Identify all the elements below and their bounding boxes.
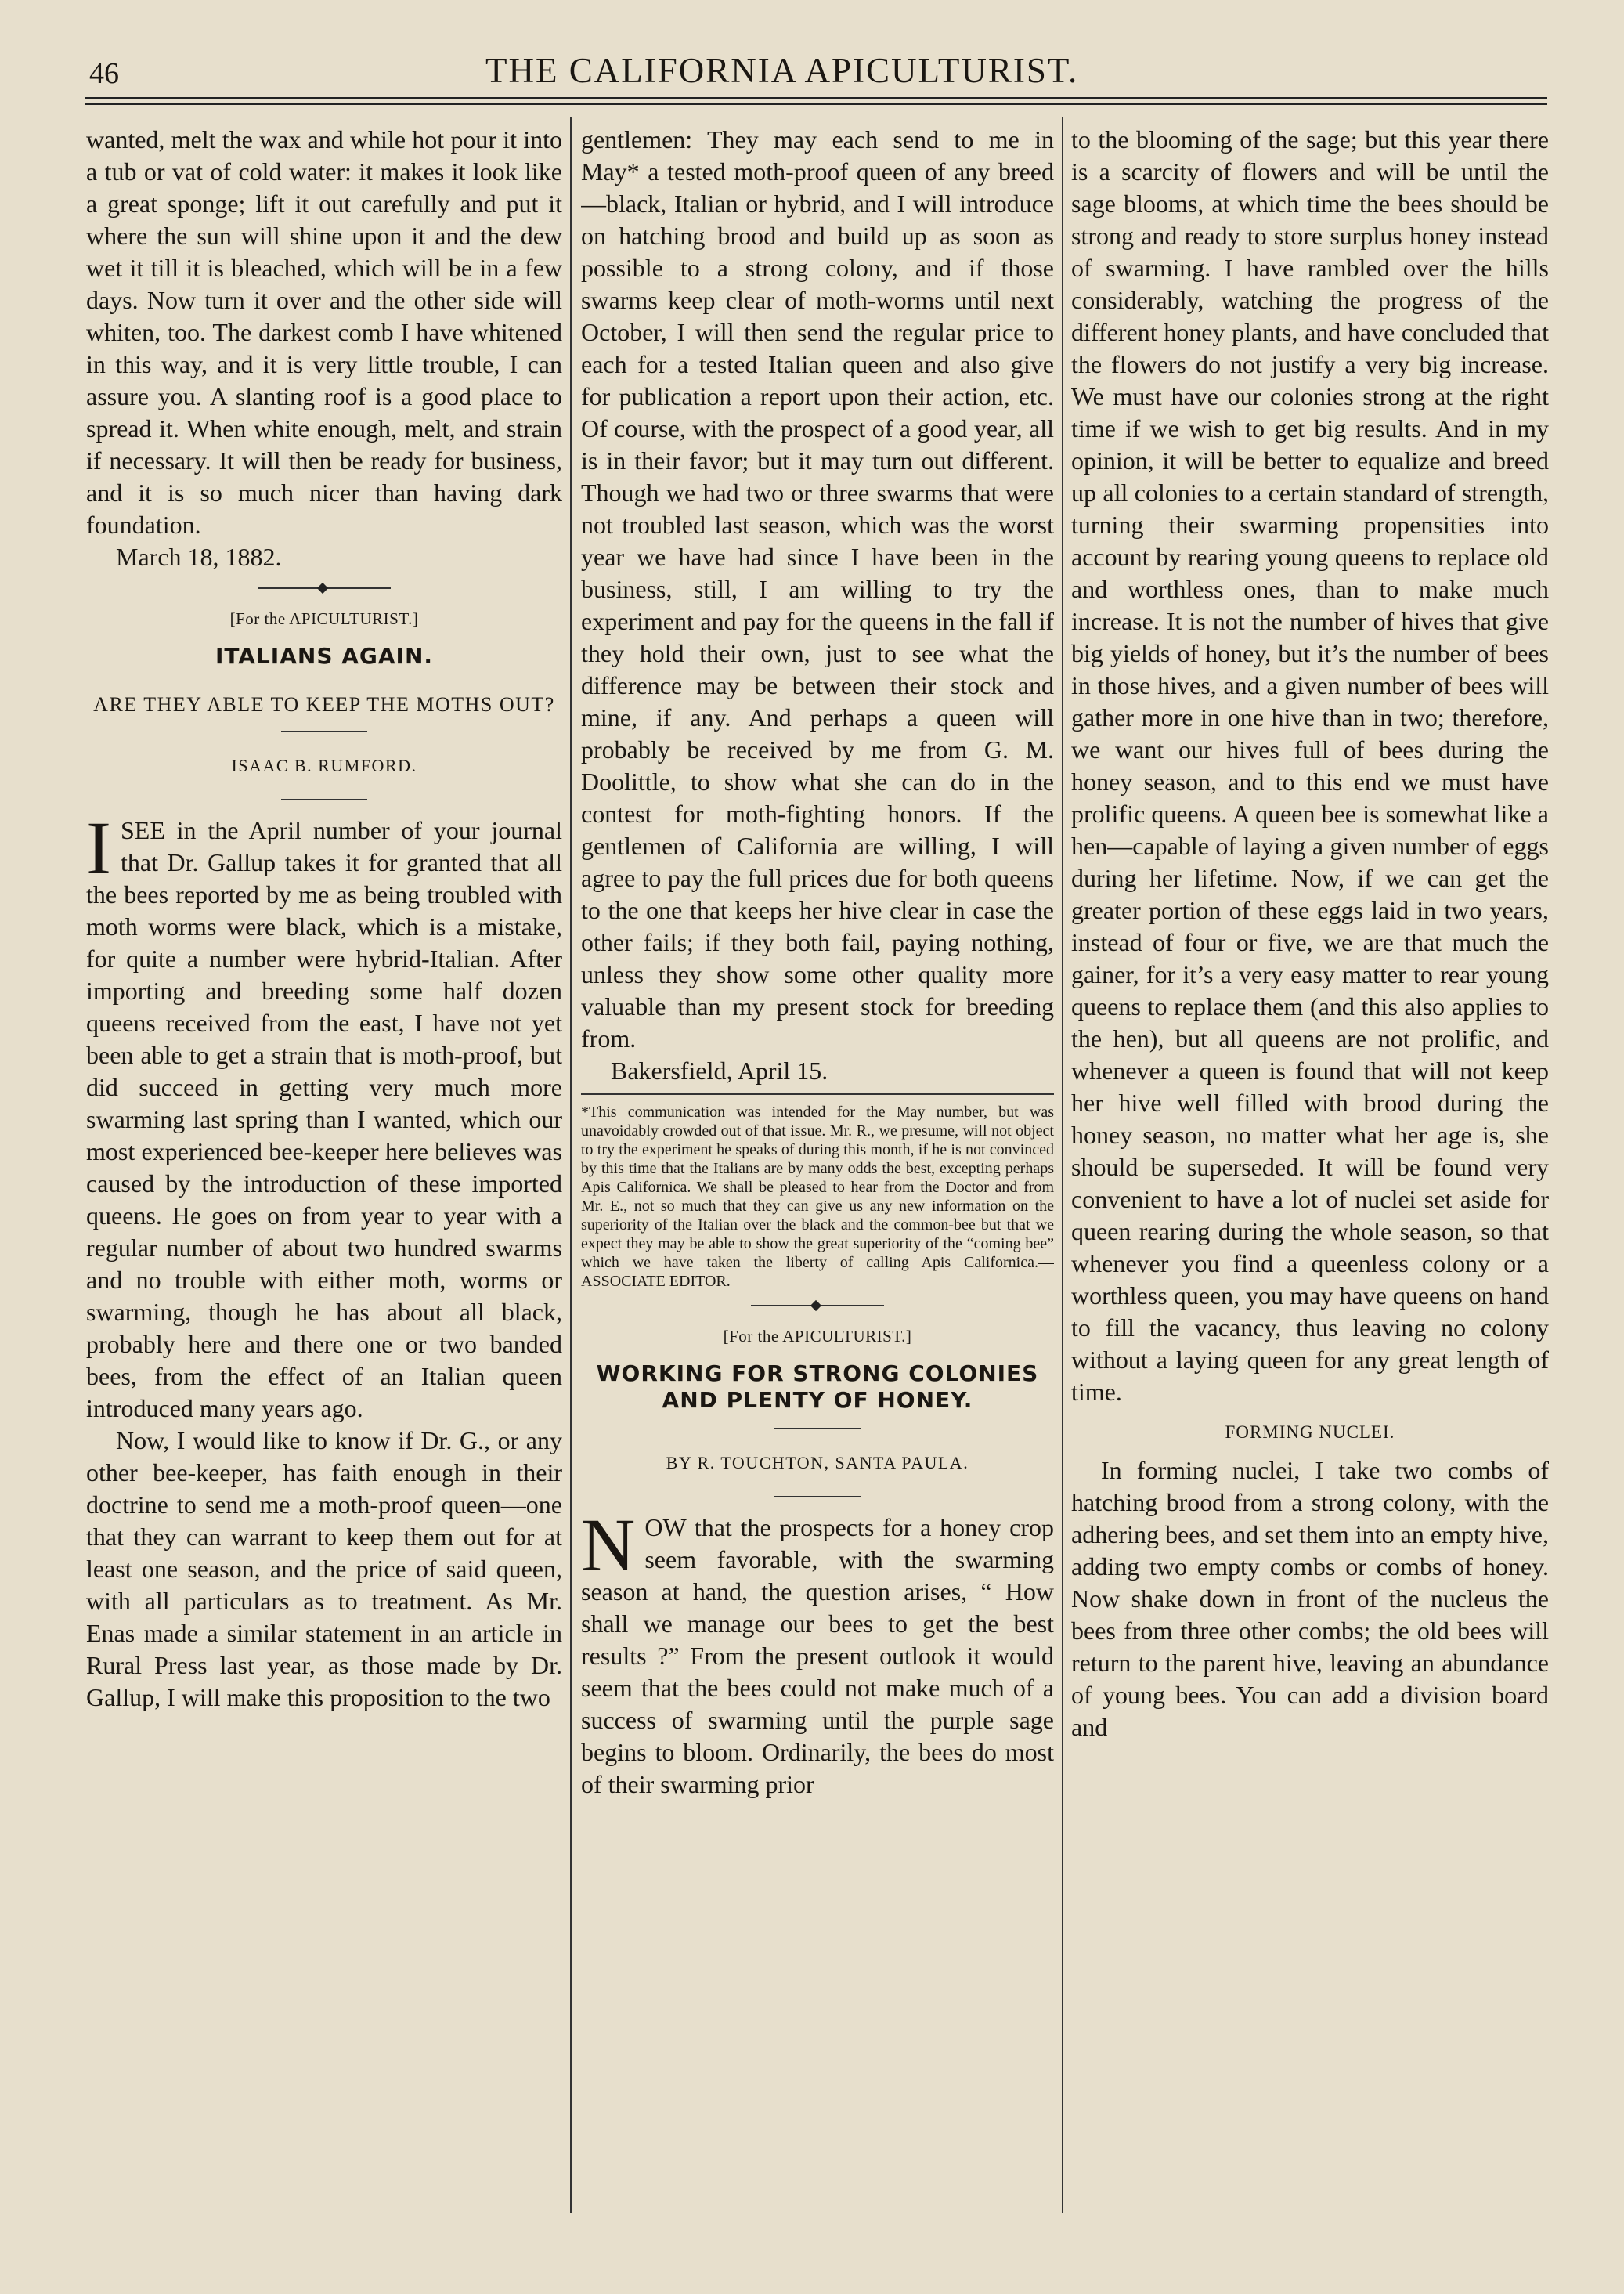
credit-line: [For the APICULTURIST.] [723, 1327, 912, 1346]
paragraph-text: OW that the prospects for a honey crop seem favorable, with the swarming season at hand, the question arises, “ How shall we manage our bees to get the best results ?” From the present outlook it would seem that the bees could not make much of a success of swarming until the purple sage begins to bloom. Ordinarily, the bees do most of their swarming prior [581, 1513, 1054, 1798]
paragraph: Now, I would like to know if Dr. G., or any other bee-keeper, has faith enough in their doctrine to send me a moth-proof queen—one that they can warrant to keep them out for at least one season, and the price of said queen, with all particulars as to treatment. As Mr. Enas made a similar statement in an article in Rural Press last year, as those made by Dr. Gallup, I will make this proposition to the two [86, 1426, 562, 1711]
page-number: 46 [89, 57, 119, 90]
byline: ISAAC B. RUMFORD. [231, 756, 417, 775]
drop-cap: N [581, 1503, 636, 1587]
paragraph: In forming nuclei, I take two combs of hatching brood from a strong colony, with the adhering bees, and set them into an empty hive, adding two empty combs or combs of honey. Now shake down in front of the nucleus the bees from three other combs; the old bees will return to the parent hive, leaving an abundance of young bees. You can add a division board and [1071, 1456, 1549, 1741]
divider [774, 1496, 861, 1497]
article-subtitle: ARE THEY ABLE TO KEEP THE MOTHS OUT? [93, 693, 555, 716]
paragraph-text: SEE in the April number of your journal that Dr. Gallup takes it for granted that all the bees reported by me as being troubled with moth worms were black, which is a mistake, for quite a number were hybrid-Italian. After importing and breeding some half dozen queens received from the east, I have not yet been able to get a strain that is moth-proof, but did succeed in getting very much more swarming last spring than I wanted, which our most experienced bee-keeper here believes was caused by the introduction of these imported queens. He goes on from year to year with a regular number of about two hundred swarms and no trouble with either moth, worms or swarming, though he has about all black, probably here and there one or two banded bees, from the effect of an Italian queen introduced many years ago. [86, 816, 562, 1422]
divider [281, 731, 367, 732]
column-3 [1071, 124, 1549, 2207]
page-header [0, 0, 1624, 110]
credit-line: [For the APICULTURIST.] [229, 609, 419, 628]
drop-cap: I [86, 806, 111, 890]
article-body [86, 806, 562, 1425]
ornament-divider [258, 587, 391, 589]
ornament-divider [751, 1305, 884, 1306]
column-1 [86, 124, 562, 2207]
divider [774, 1428, 861, 1429]
footnote: *This communication was intended for the May number, but was unavoidably crowded out of that issue. Mr. R., we presume, will not object to try the experiment he speaks of during this month, if he is not convinced by this time that the Italians are by many odds the best, excepting perhaps Apis Californica. We shall be pleased to hear from the Doctor and from Mr. E., not so much that they can give us any new information on the superiority of the Italian over the black and the common-bee but that we expect they may be able to show the great superiority of the “coming bee” which we have taken the liberty of calling Apis Californica.—ASSOCIATE EDITOR. [581, 1104, 1054, 1290]
continued-paragraph: to the blooming of the sage; but this year there is a scarcity of flowers and will be until the sage blooms, at which time the bees should be strong and ready to store surplus honey instead of swarming. I have rambled over the hills considerably, watching the progress of the different honey plants, and have concluded that the flowers do not justify a very big increase. We must have our colonies strong at the right time if we wish to get big results. And in my opinion, it will be better to equalize and breed up all colonies to a certain standard of strength, turning their swarming propensities into account by rearing young queens to replace old and worthless ones, than to make much increase. It is not the number of hives that give big yields of honey, but it’s the number of bees in those hives, and a given number of bees will gather more in one hive than in two; therefore, we want our hives full of bees during the honey season, and to this end we must have prolific queens. A queen bee is somewhat like a hen—capable of laying a given number of eggs during her lifetime. Now, if we can get the greater portion of these eggs laid in two years, instead of four or five, we are that much the gainer, for it’s a very easy matter to rear young queens to replace them (and this also applies to the hen), but all queens are not prolific, and whenever a queen is found that will not keep her hive well filled with brood during the honey season, no matter what her age is, she should be superseded. It will be found very convenient to have a lot of nuclei set aside for queen rearing during the whole season, so that whenever you find a queenless colony or a worthless queen, you may have queens on hand to fill the vacancy, thus leaving no colony without a laying queen for any great length of time. [1071, 125, 1549, 1406]
header-rule-double [85, 103, 1547, 105]
article-title: WORKING FOR STRONG COLONIES AND PLENTY OF HONEY. [596, 1360, 1039, 1413]
continued-paragraph: gentlemen: They may each send to me in May* a tested moth-proof queen of any breed—black, Italian or hybrid, and I will introduce on hatching brood and build up as soon as possible to a strong colony, and if those swarms keep clear of moth-worms until next October, I will then send the regular price to each for a tested Italian queen and also give for publication a report upon their action, etc. Of course, with the prospect of a good year, all is in their favor; but it may turn out different. Though we had two or three swarms that were not troubled last season, which was the worst year we have had since I have been in the business, still, I am willing to try the experiment and pay for the queens in the fall if they hold their own, just to see what the difference may be between their stock and mine, if any. And perhaps a queen will probably be received by me from G. M. Doolittle, to show what she can do in the contest for moth-fighting honors. If the gentlemen of California are willing, I will agree to pay the full prices due for both queens to the one that keeps her hive clear in case the other fails; if they both fail, paying nothing, unless they show some other quality more valuable than my present stock for breeding from. [581, 125, 1054, 1053]
divider [281, 799, 367, 800]
dateline: March 18, 1882. [116, 543, 282, 571]
article-body [581, 1503, 1054, 1801]
column-divider [570, 117, 572, 2213]
column-divider [1062, 117, 1063, 2213]
section-heading: FORMING NUCLEI. [1225, 1422, 1395, 1442]
byline: BY R. TOUCHTON, SANTA PAULA. [666, 1453, 969, 1472]
header-rule [85, 97, 1547, 99]
dateline: Bakersfield, April 15. [611, 1057, 828, 1085]
publication-title: THE CALIFORNIA APICULTURIST. [485, 51, 1079, 90]
footnote-rule [581, 1093, 1054, 1095]
continued-paragraph: wanted, melt the wax and while hot pour it into a tub or vat of cold water: it makes it look like a great sponge; lift it out carefully and put it where the sun will shine upon it and the dew wet it till it is bleached, which will be in a few days. Now turn it over and the other side will whiten, too. The darkest comb I have whitened in this way, and it is very little trouble, I can assure you. A slanting roof is a good place to spread it. When white enough, melt, and strain if necessary. It will then be ready for business, and it is so much nicer than having dark foundation. [86, 125, 562, 539]
article-title: ITALIANS AGAIN. [215, 643, 434, 669]
column-2 [581, 124, 1054, 2207]
